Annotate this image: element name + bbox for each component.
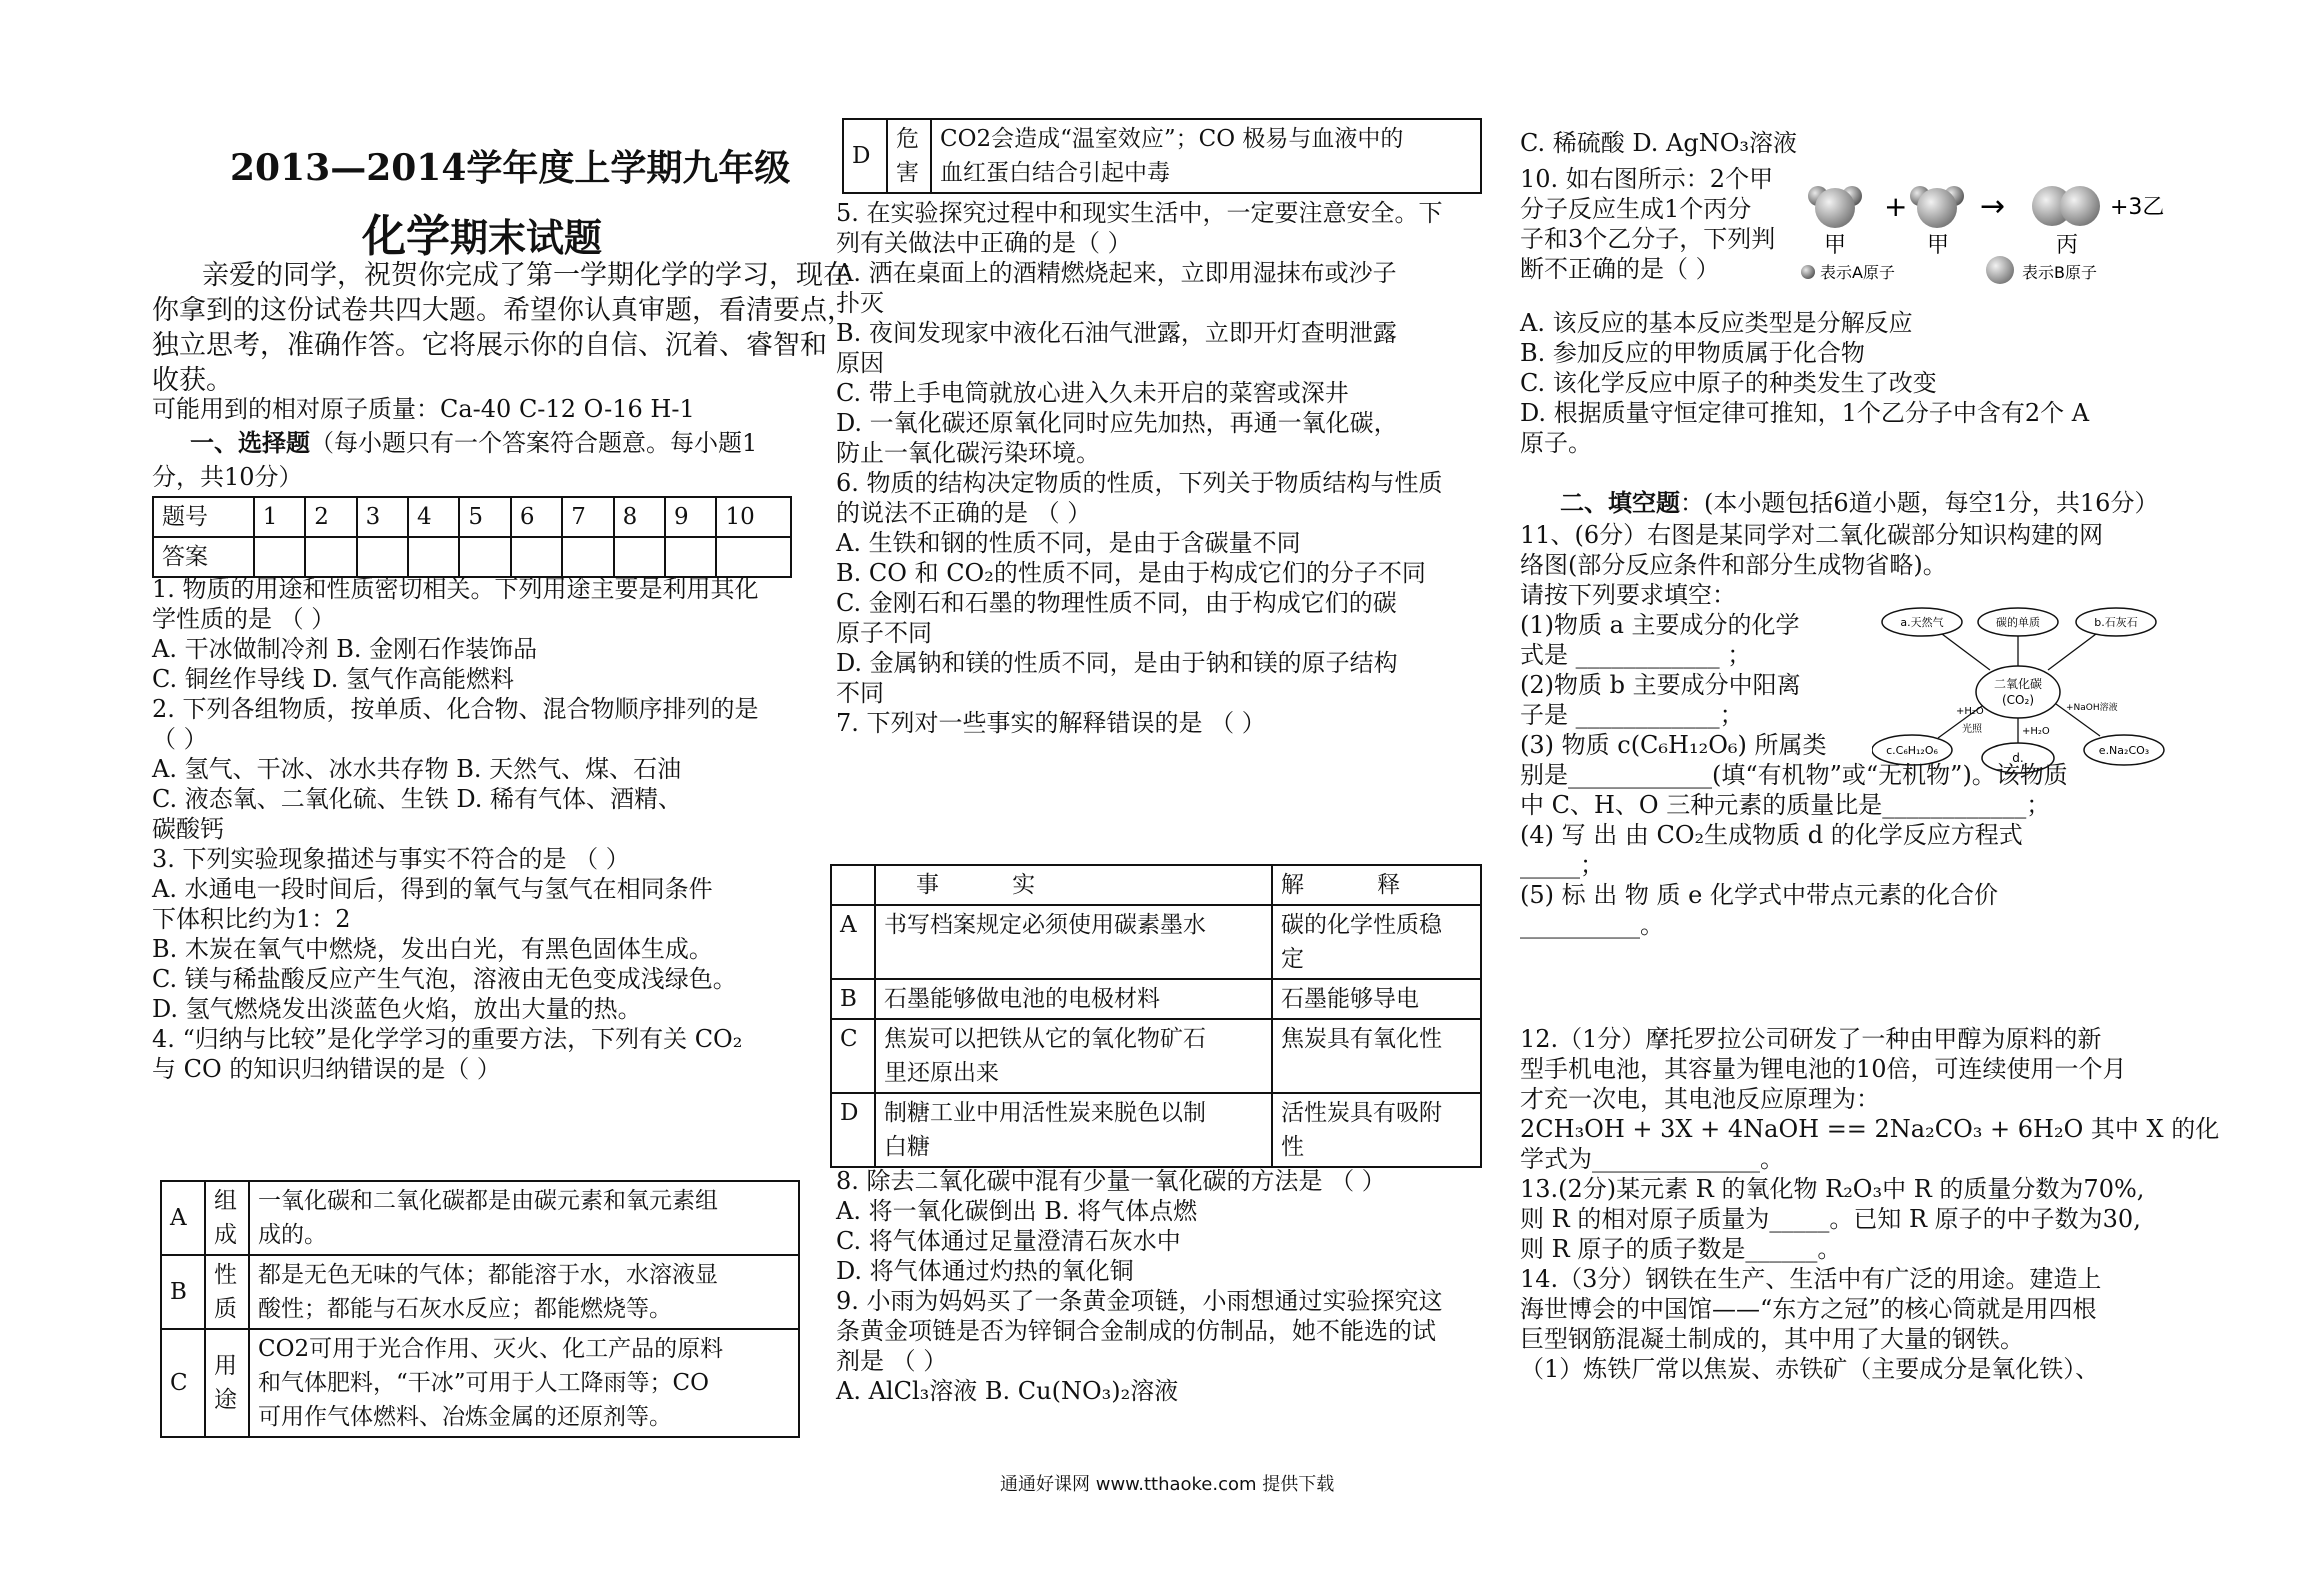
q-line: 13.(2分)某元素 R 的氧化物 R₂O₃中 R 的质量分数为70%, [1520, 1175, 2145, 1203]
answer-cell: 2 [305, 497, 356, 537]
q7-fact-line: 石墨能够做电池的电极材料 [884, 986, 1160, 1012]
q-line: A. 洒在桌面上的酒精燃烧起来，立即用湿抹布或沙子 [836, 259, 1397, 287]
q4-category [205, 1255, 249, 1329]
answer-slot[interactable] [357, 537, 408, 577]
q7-explain [1272, 1019, 1481, 1093]
edge-label-naoh: +NaOH溶液 [2066, 703, 2118, 713]
title-line2 [362, 200, 602, 264]
title-rest: 期末试题 [450, 215, 603, 260]
col1-questions [152, 574, 802, 1084]
q4-row [161, 1181, 799, 1255]
q-line: 原因 [836, 349, 884, 377]
node-co2-formula: (CO₂) [2002, 693, 2034, 707]
q7-fact-line: 里还原出来 [884, 1060, 999, 1086]
q7-explain-line: 石墨能够导电 [1280, 986, 1419, 1012]
answer-slot[interactable] [665, 537, 716, 577]
q7-fact-line: 书写档案规定必须使用碳素墨水 [884, 912, 1206, 938]
q7-letter: C [831, 1019, 875, 1093]
q-line: 3. 下列实验现象描述与事实不符合的是 （ ） [152, 845, 630, 873]
q10-rhs: +3乙 [2110, 195, 2165, 220]
q4-line: CO2会造成“温室效应”；CO 极易与血液中的 [940, 126, 1404, 152]
q-line: 才充一次电，其电池反应原理为： [1520, 1085, 1880, 1113]
q-line: (4) 写 出 由 CO₂生成物质 d 的化学反应方程式 [1520, 821, 2023, 849]
q4-letter: B [161, 1255, 205, 1329]
q10-plus: + [1884, 190, 1908, 223]
q4-cat-char: 性 [214, 1262, 237, 1288]
q4-content [249, 1181, 799, 1255]
section1-note2: 分，共10分） [152, 463, 303, 491]
legend-a-icon [1801, 265, 1815, 279]
q-line: 请按下列要求填空： [1520, 581, 1736, 609]
q7-fact [875, 1093, 1272, 1167]
q7-header-explain: 解 释 [1272, 865, 1481, 905]
title-bold: 化学 [362, 211, 450, 262]
q7-table [830, 864, 1482, 1168]
q-line: 型手机电池，其容量为锂电池的10倍，可连续使用一个月 [1520, 1055, 2127, 1083]
q11-network-figure [1872, 600, 2172, 780]
q-line: 9. 小雨为妈妈买了一条黄金项链，小雨想通过实验探究这 [836, 1287, 1443, 1315]
q4-content [249, 1329, 799, 1437]
label-bing: 丙 [2056, 233, 2079, 258]
q-line: D. 氢气燃烧发出淡蓝色火焰，放出大量的热。 [152, 995, 642, 1023]
edge-label-h2o-left: +H₂O [1956, 706, 1984, 717]
q-line: 中 C、H、O 三种元素的质量比是____________； [1520, 791, 2051, 819]
q7-row [831, 979, 1481, 1019]
legend-b-icon [1986, 256, 2014, 284]
node-b-label: b.石灰石 [2094, 616, 2138, 629]
section2-heading [1560, 488, 2158, 518]
col2-questions-a [836, 198, 1486, 738]
answer-cell: 7 [562, 497, 613, 537]
q7-explain-line: 定 [1280, 946, 1304, 972]
q-line: __________。 [1520, 911, 1664, 939]
q4-table-continued [842, 118, 1482, 194]
q7-fact-line: 白糖 [884, 1134, 930, 1160]
q-line: A. 生铁和钢的性质不同，是由于含碳量不同 [836, 529, 1301, 557]
q-line: D. 根据质量守恒定律可推知，1个乙分子中含有2个 A [1520, 399, 2090, 427]
q4-cat-char: 危 [896, 126, 919, 152]
q7-explain [1272, 905, 1481, 979]
node-a-label: a.天然气 [1900, 616, 1944, 629]
answer-cell: 1 [254, 497, 305, 537]
q4-letter: D [843, 119, 887, 193]
answer-cell: 8 [614, 497, 665, 537]
title-line1: 2013—2014学年度上学期九年级 [230, 147, 791, 189]
q-line: C. 金刚石和石墨的物理性质不同，由于构成它们的碳 [836, 589, 1397, 617]
q-line: A. 水通电一段时间后，得到的氧气与氢气在相同条件 [152, 875, 713, 903]
q-line: 原子。 [1520, 429, 1592, 457]
answer-cell: 6 [511, 497, 562, 537]
q7-fact [875, 979, 1272, 1019]
q-line: (2)物质 b 主要成分中阳离 [1520, 671, 1801, 699]
atomic-mass: 可能用到的相对原子质量：Ca-40 C-12 O-16 H-1 [152, 395, 695, 423]
q4-cat-char: 用 [214, 1353, 237, 1379]
section2-note: ：(本小题包括6道小题，每空1分，共16分） [1680, 489, 2159, 517]
q7-explain-line: 性 [1280, 1134, 1304, 1160]
q-line: 下体积比约为1：2 [152, 905, 351, 933]
q7-letter: D [831, 1093, 875, 1167]
q-line: C. 铜丝作导线 D. 氢气作高能燃料 [152, 665, 515, 693]
q4-category [205, 1329, 249, 1437]
q-line: _____； [1520, 851, 1604, 879]
q7-fact [875, 905, 1272, 979]
q4-category [205, 1181, 249, 1255]
q-line: （ ） [152, 725, 208, 753]
q4-content [249, 1255, 799, 1329]
q-line: 2CH₃OH + 3X + 4NaOH == 2Na₂CO₃ + 6H₂O 其中 X 的化 [1520, 1115, 2220, 1143]
q-line: A. 将一氧化碳倒出 B. 将气体点燃 [836, 1197, 1198, 1225]
molecule-jia-2 [1910, 186, 1964, 228]
molecule-bing [2032, 186, 2100, 226]
q-line: 分子反应生成1个丙分 [1520, 195, 1752, 223]
q-line: A. 氢气、干冰、冰水共存物 B. 天然气、煤、石油 [152, 755, 682, 783]
q-line: 1. 物质的用途和性质密切相关。下列用途主要是利用其化 [152, 575, 759, 603]
q4-line: 一氧化碳和二氧化碳都是由碳元素和氧元素组 [258, 1188, 718, 1214]
q-line: 11、(6分）右图是某同学对二氧化碳部分知识构建的网 [1520, 521, 2104, 549]
q4-line: 和气体肥料，“干冰”可用于人工降雨等；CO [258, 1370, 709, 1396]
answer-header-row [153, 497, 791, 537]
q4-line: 成的。 [258, 1222, 327, 1248]
intro-line: 亲爱的同学，祝贺你完成了第一学期化学的学习，现在 [202, 260, 850, 291]
q4-cat-char: 质 [214, 1296, 237, 1322]
q7-fact-line: 制糖工业中用活性炭来脱色以制 [884, 1100, 1206, 1126]
q-line: 条黄金项链是否为锌铜合金制成的仿制品，她不能选的试 [836, 1317, 1436, 1345]
q4-line: 血红蛋白结合引起中毒 [940, 160, 1170, 186]
q-line: C. 该化学反应中原子的种类发生了改变 [1520, 369, 1937, 397]
q10-arrow: → [1980, 189, 2006, 224]
intro-line: 独立思考，准确作答。它将展示你的自信、沉着、睿智和 [152, 330, 827, 361]
q7-fact [875, 1019, 1272, 1093]
answer-cell: 10 [716, 497, 791, 537]
q7-letter: B [831, 979, 875, 1019]
label-jia-2: 甲 [1927, 233, 1950, 258]
footer: 通通好课网 www.tthaoke.com 提供下载 [1000, 1474, 1335, 1495]
q-line: 6. 物质的结构决定物质的性质，下列关于物质结构与性质 [836, 469, 1443, 497]
q10-molecule-figure [1790, 166, 2170, 296]
intro [152, 258, 854, 398]
q-line: 别是____________(填“有机物”或“无机物”)。该物质 [1520, 761, 2068, 789]
q7-explain [1272, 979, 1481, 1019]
q-line: 14.（3分）钢铁在生产、生活中有广泛的用途。建造上 [1520, 1265, 2102, 1293]
node-d-label: d. [2012, 751, 2024, 765]
q-line: C. 带上手电筒就放心进入久未开启的菜窖或深井 [836, 379, 1349, 407]
q-line: 式是 ____________ ； [1520, 641, 1752, 669]
answer-cell: 5 [459, 497, 510, 537]
section1-title: 一、选择题 [190, 428, 310, 457]
q7-fact-line: 焦炭可以把铁从它的氧化物矿石 [884, 1026, 1206, 1052]
q-line: 学性质的是 （ ） [152, 605, 336, 633]
q-line: C. 镁与稀盐酸反应产生气泡，溶液由无色变成浅绿色。 [152, 965, 737, 993]
q7-explain-line: 焦炭具有氧化性 [1280, 1026, 1442, 1052]
answer-slot[interactable] [254, 537, 305, 577]
section1-note: （每小题只有一个答案符合题意。每小题1 [310, 429, 758, 457]
edge-label-light: 光照 [1962, 724, 1982, 735]
node-co2 [1976, 666, 2060, 718]
answer-slot[interactable] [305, 537, 356, 577]
q-line: B. 木炭在氧气中燃烧，发出白光，有黑色固体生成。 [152, 935, 713, 963]
node-e-label: e.Na₂CO₃ [2098, 744, 2150, 757]
q7-header-empty [831, 865, 875, 905]
molecule-jia-1 [1808, 186, 1862, 228]
answer-cell: 4 [408, 497, 459, 537]
q-line: B. CO 和 CO₂的性质不同，是由于构成它们的分子不同 [836, 559, 1426, 587]
q-line: B. 夜间发现家中液化石油气泄露，立即开灯查明泄露 [836, 319, 1397, 347]
q4-row [161, 1255, 799, 1329]
q4-cat-char: 组 [214, 1188, 237, 1214]
q12-14-text [1520, 1024, 2219, 1384]
section2-title: 二、填空题 [1560, 488, 1680, 517]
q-line: 剂是 （ ） [836, 1347, 948, 1375]
q7-header-row [831, 865, 1481, 905]
answer-slot[interactable] [459, 537, 510, 577]
q-line: 8. 除去二氧化碳中混有少量一氧化碳的方法是 （ ） [836, 1167, 1386, 1195]
q-line: 原子不同 [836, 619, 932, 647]
q-line: 2. 下列各组物质，按单质、化合物、混合物顺序排列的是 [152, 695, 759, 723]
q-line: 则 R 的相对原子质量为_____。已知 R 原子的中子数为30, [1520, 1205, 2141, 1233]
q-line: 列有关做法中正确的是（ ） [836, 229, 1132, 257]
q-line: （1）炼铁厂常以焦炭、赤铁矿（主要成分是氧化铁）、 [1520, 1355, 2100, 1383]
q-line: 10. 如右图所示：2个甲 [1520, 165, 1774, 193]
q9-options-cd: C. 稀硫酸 D. AgNO₃溶液 [1520, 129, 1798, 157]
q-line: 碳酸钙 [152, 815, 224, 843]
q4-line: CO2可用于光合作用、灭火、化工产品的原料 [258, 1336, 724, 1362]
col2-questions-b [836, 1166, 1486, 1406]
q-line: 海世博会的中国馆——“东方之冠”的核心筒就是用四根 [1520, 1295, 2097, 1323]
q-line: D. 一氧化碳还原氧化同时应先加热，再通一氧化碳， [836, 409, 1398, 437]
q10-text [1520, 164, 1775, 284]
answer-cell: 题号 [153, 497, 254, 537]
q-line: 络图(部分反应条件和部分生成物省略)。 [1520, 551, 1947, 579]
q-line: 防止一氧化碳污染环境。 [836, 439, 1100, 467]
q10-options [1520, 308, 2089, 458]
q-line: 子和3个乙分子，下列判 [1520, 225, 1776, 253]
q-line: 与 CO 的知识归纳错误的是（ ） [152, 1055, 501, 1083]
q-line: 则 R 原子的质子数是______。 [1520, 1235, 1842, 1263]
intro-line: 你拿到的这份试卷共四大题。希望你认真审题，看清要点， [152, 295, 854, 326]
answer-label: 答案 [153, 537, 254, 577]
q7-row [831, 1019, 1481, 1093]
answer-table [152, 496, 792, 578]
q7-explain-line: 活性炭具有吸附 [1280, 1100, 1442, 1126]
q4-letter: A [161, 1181, 205, 1255]
q4-line: 可用作气体燃料、冶炼金属的还原剂等。 [258, 1404, 672, 1430]
q-line: (5) 标 出 物 质 e 化学式中带点元素的化合价 [1520, 881, 1998, 909]
q-line: 的说法不正确的是 （ ） [836, 499, 1092, 527]
q-line: A. 干冰做制冷剂 B. 金刚石作装饰品 [152, 635, 538, 663]
q7-explain-line: 碳的化学性质稳 [1280, 912, 1442, 938]
q-line: 扑灭 [836, 289, 884, 317]
node-carbon-label: 碳的单质 [1996, 616, 2040, 629]
q7-letter: A [831, 905, 875, 979]
q-line: 学式为______________。 [1520, 1145, 1784, 1173]
q-line: A. 该反应的基本反应类型是分解反应 [1520, 309, 1913, 337]
q-line: 7. 下列对一些事实的解释错误的是 （ ） [836, 709, 1266, 737]
answer-slot[interactable] [511, 537, 562, 577]
q4-table [160, 1180, 800, 1438]
q4-content [931, 119, 1481, 193]
q-line: B. 参加反应的甲物质属于化合物 [1520, 339, 1865, 367]
q4-line: 都是无色无味的气体；都能溶于水，水溶液显 [258, 1262, 718, 1288]
q-line: 子是 ____________； [1520, 701, 1744, 729]
answer-slot[interactable] [716, 537, 791, 577]
q-line: 断不正确的是（ ） [1520, 255, 1720, 283]
answer-cell: 3 [357, 497, 408, 537]
q7-explain [1272, 1093, 1481, 1167]
q-line: 12.（1分）摩托罗拉公司研发了一种由甲醇为原料的新 [1520, 1025, 2102, 1053]
node-co2-label: 二氧化碳 [1993, 677, 2043, 691]
q-line: 巨型钢筋混凝土制成的，其中用了大量的钢铁。 [1520, 1325, 2024, 1353]
q4-cat-char: 途 [214, 1387, 237, 1413]
answer-slot[interactable] [614, 537, 665, 577]
section1-heading [190, 428, 757, 458]
q-line: (1)物质 a 主要成分的化学 [1520, 611, 1800, 639]
q4-line: 酸性；都能与石灰水反应；都能燃烧等。 [258, 1296, 672, 1322]
q-line: C. 液态氧、二氧化硫、生铁 D. 稀有气体、酒精、 [152, 785, 683, 813]
q7-row [831, 905, 1481, 979]
q4-row [843, 119, 1481, 193]
answer-slot[interactable] [408, 537, 459, 577]
answer-row [153, 537, 791, 577]
q4-cat-char: 害 [896, 160, 919, 186]
label-jia-1: 甲 [1824, 233, 1847, 258]
edge-label-h2o-mid: +H₂O [2022, 726, 2050, 737]
answer-slot[interactable] [562, 537, 613, 577]
q4-category [887, 119, 931, 193]
intro-line: 收获。 [152, 365, 233, 396]
q-line: D. 将气体通过灼热的氧化铜 [836, 1257, 1134, 1285]
q7-header-fact: 事 实 [875, 865, 1272, 905]
q-line: 4. “归纳与比较”是化学学习的重要方法，下列有关 CO₂ [152, 1025, 743, 1053]
q-line: 5. 在实验探究过程中和现实生活中，一定要注意安全。下 [836, 199, 1443, 227]
q-line: D. 金属钠和镁的性质不同，是由于钠和镁的原子结构 [836, 649, 1398, 677]
legend-b: 表示B原子 [2022, 263, 2097, 282]
legend-a: 表示A原子 [1820, 263, 1895, 282]
q-line: 不同 [836, 679, 884, 707]
q4-row [161, 1329, 799, 1437]
node-c-label: c.C₆H₁₂O₆ [1886, 744, 1938, 757]
q4-cat-char: 成 [214, 1222, 237, 1248]
q4-letter: C [161, 1329, 205, 1437]
q-line: A. AlCl₃溶液 B. Cu(NO₃)₂溶液 [836, 1377, 1179, 1405]
q-line: (3) 物质 c(C₆H₁₂O₆) 所属类 [1520, 731, 1827, 759]
answer-cell: 9 [665, 497, 716, 537]
q7-row [831, 1093, 1481, 1167]
q-line: C. 将气体通过足量澄清石灰水中 [836, 1227, 1181, 1255]
